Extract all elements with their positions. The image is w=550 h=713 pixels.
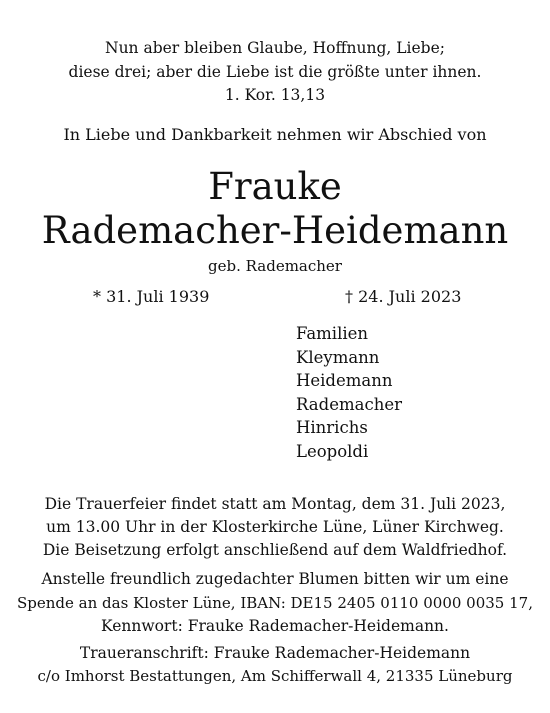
service-line: um 13.00 Uhr in der Klosterkirche Lüne, Lüner Kirchweg. (46, 518, 504, 536)
maiden-name: geb. Rademacher (208, 257, 342, 275)
donation-line: Spende an das Kloster Lüne, IBAN: DE15 2405 0110 0000 0035 17, (17, 594, 533, 612)
donation-line: Kennwort: Frauke Rademacher-Heidemann. (101, 617, 449, 635)
donation-line: Anstelle freundlich zugedachter Blumen bitten wir um eine (41, 570, 509, 588)
verse-line: diese drei; aber die Liebe ist die größte unter ihnen. (68, 63, 482, 81)
mourner-name: Rademacher (296, 394, 402, 414)
deceased-last-name: Rademacher-Heidemann (41, 209, 509, 252)
mourner-name: Kleymann (296, 347, 380, 367)
mourners-list (296, 322, 402, 463)
deceased-first-name: Frauke (208, 165, 342, 208)
mourner-name: Familien (296, 324, 369, 343)
verse-line: Nun aber bleiben Glaube, Hoffnung, Liebe; (105, 39, 445, 57)
mourner-name: Hinrichs (296, 418, 368, 437)
birth-date: * 31. Juli 1939 (93, 287, 210, 306)
farewell-intro: In Liebe und Dankbarkeit nehmen wir Abschied von (63, 125, 487, 144)
service-line: Die Trauerfeier findet statt am Montag, dem 31. Juli 2023, (44, 495, 506, 513)
mourner-name: Leopoldi (296, 441, 369, 461)
address-line: Traueranschrift: Frauke Rademacher-Heidemann (79, 644, 471, 662)
address-line: c/o Imhorst Bestattungen, Am Schifferwall 4, 21335 Lüneburg (37, 667, 513, 685)
death-date: † 24. Juli 2023 (345, 287, 462, 306)
service-line: Die Beisetzung erfolgt anschließend auf dem Waldfriedhof. (42, 541, 508, 559)
mourner-name: Heidemann (296, 371, 393, 390)
verse-reference: 1. Kor. 13,13 (224, 86, 326, 104)
